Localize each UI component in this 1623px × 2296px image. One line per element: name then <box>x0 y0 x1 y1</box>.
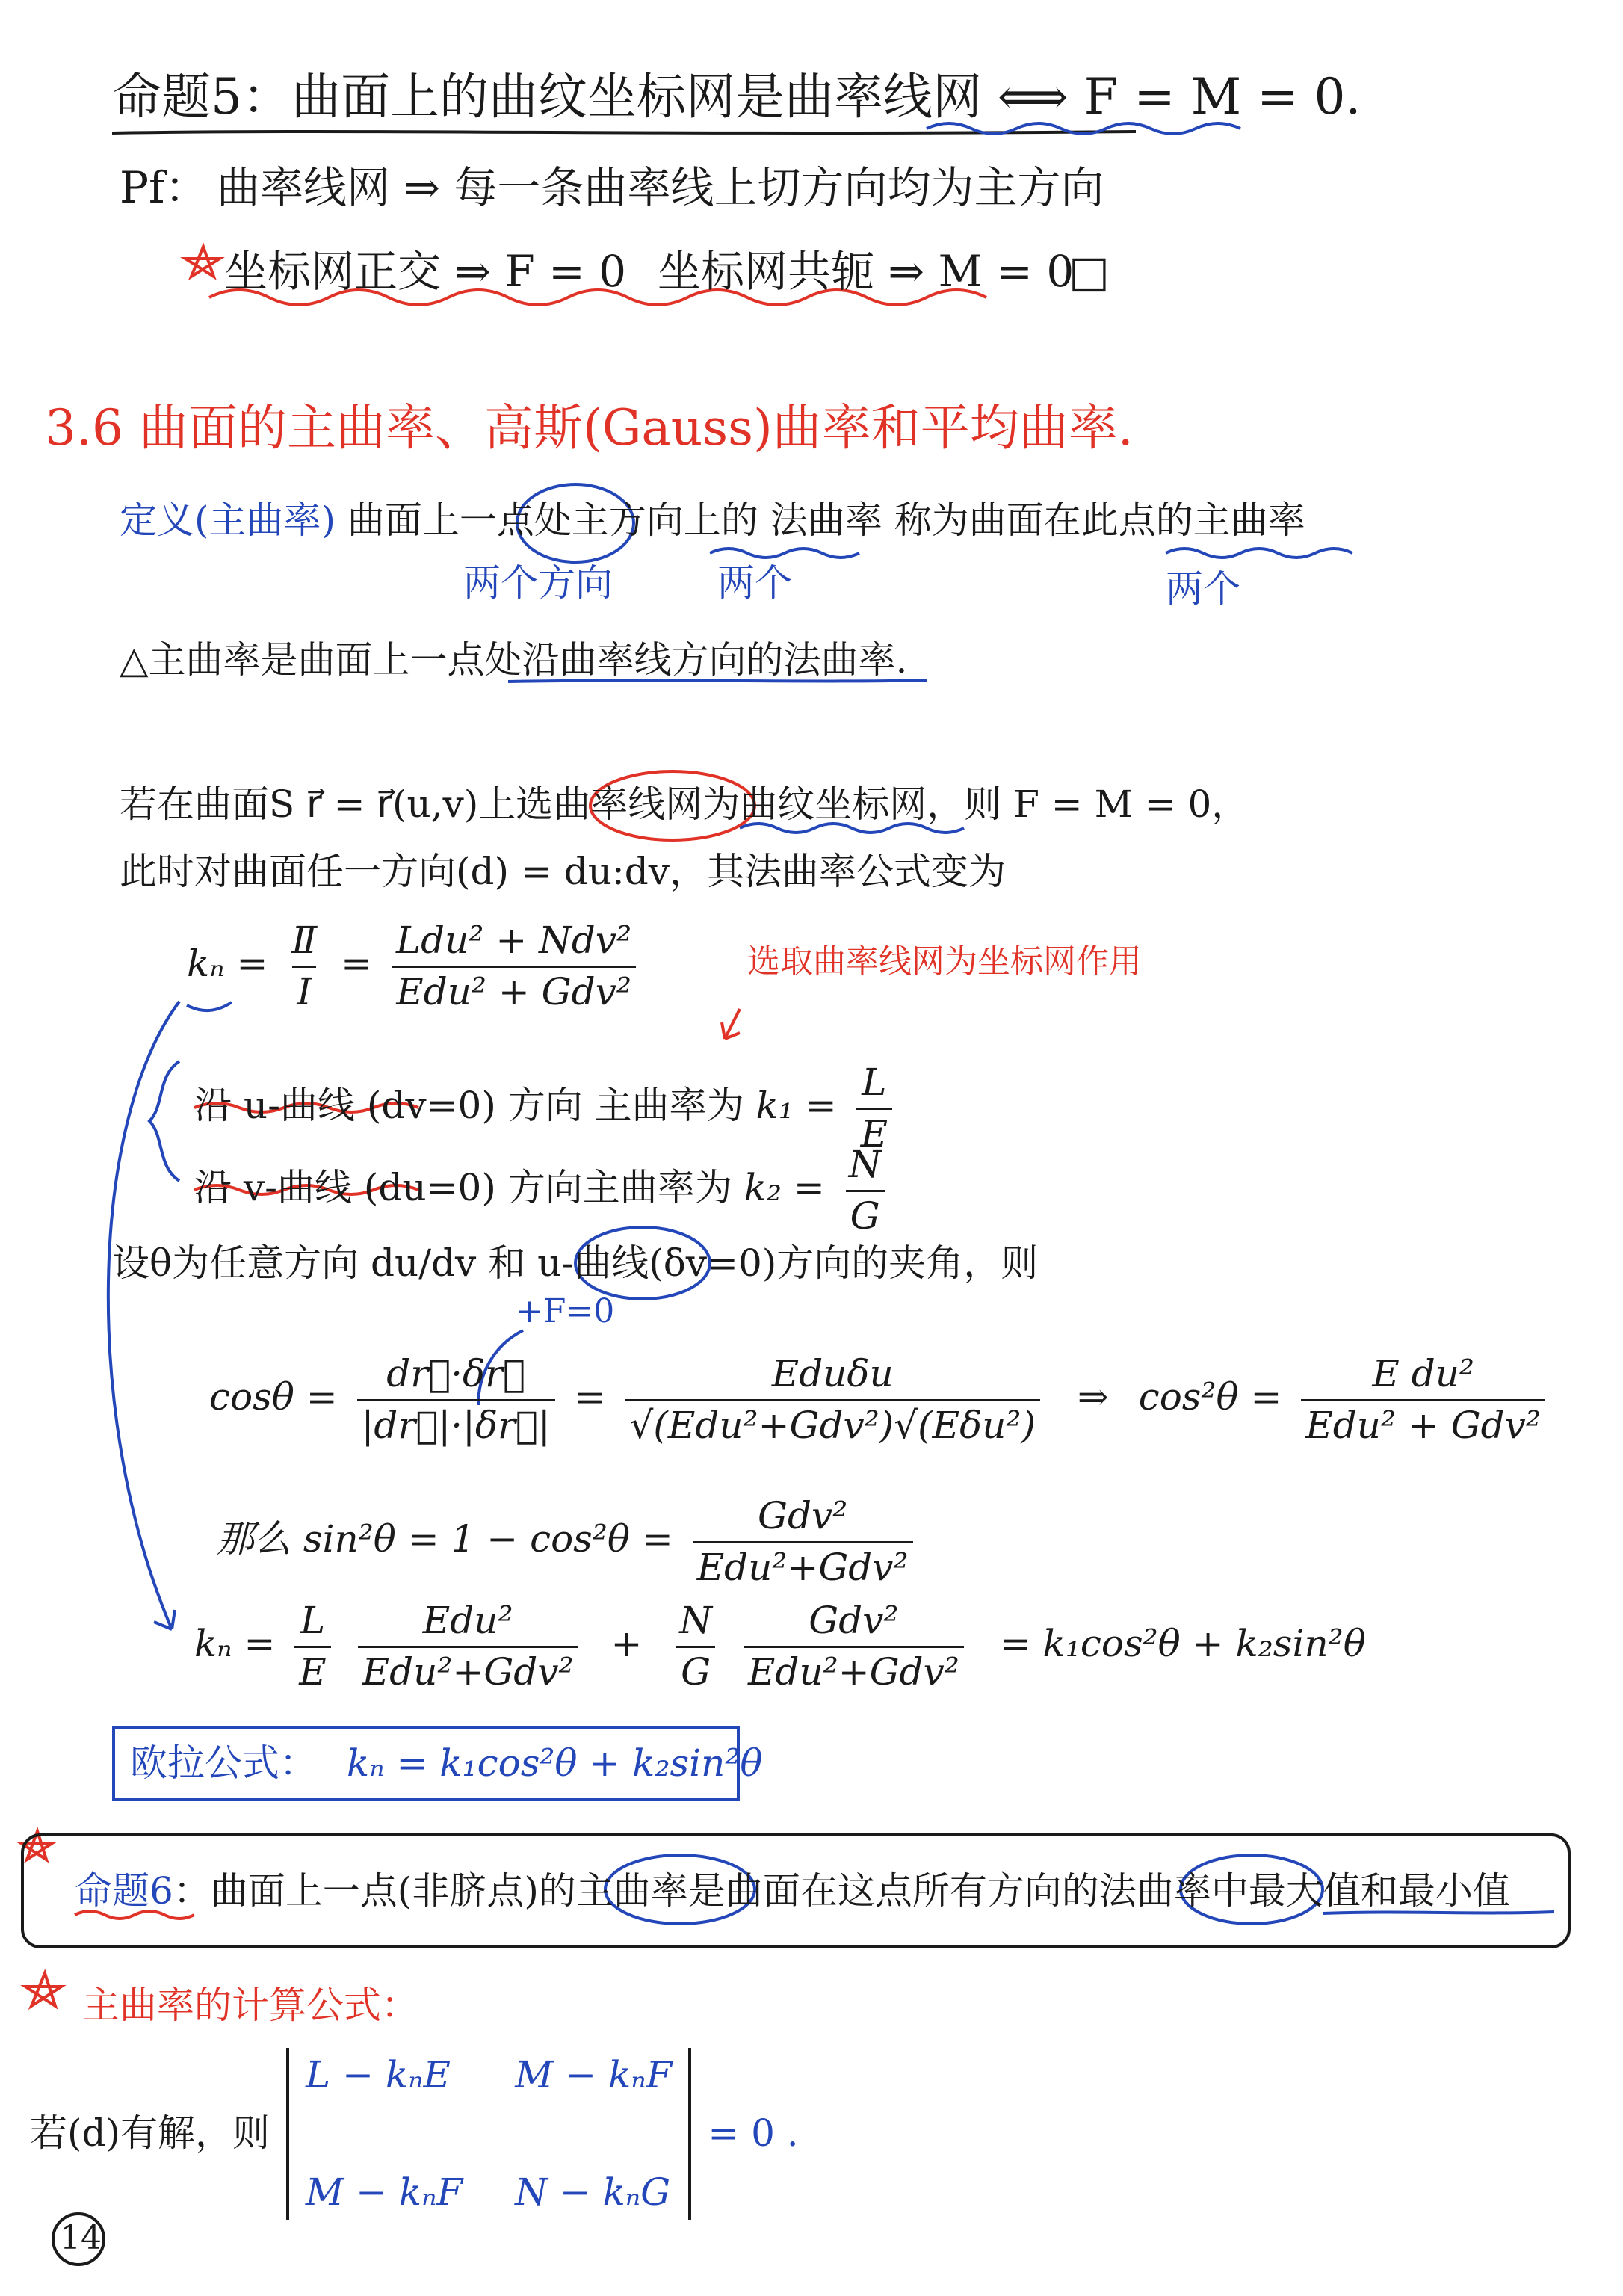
note-two-directions: 两个方向 <box>463 561 613 605</box>
remark-prefix: △主曲率是曲面上一点处 <box>120 638 522 682</box>
numerator: N <box>848 1143 882 1186</box>
prop6-title: 命题6 <box>75 1869 173 1913</box>
fraction <box>358 1599 578 1694</box>
definition-text-c: 称为曲面在此点的 <box>894 499 1193 542</box>
implies-arrow: ⇒ <box>1077 1375 1109 1419</box>
det-matrix <box>306 2054 672 2215</box>
principal-v <box>194 1144 893 1238</box>
coords-line1 <box>120 783 1249 827</box>
definition-line <box>120 499 1305 543</box>
sin-formula <box>217 1495 921 1589</box>
numerator: Edu² <box>422 1599 513 1642</box>
definition-label: 定义(主曲率) <box>120 499 336 542</box>
det-a21: M − kₙF <box>306 2170 463 2214</box>
fraction <box>844 1144 886 1238</box>
denominator: Edu² + Gdv² <box>392 966 636 1014</box>
definition-text-b: 上的 <box>683 499 758 542</box>
denominator: G <box>846 1190 885 1238</box>
kn-lhs: kₙ = <box>187 942 268 985</box>
calc-title: 主曲率的计算公式： <box>82 1984 418 2027</box>
numerator: N <box>679 1599 713 1642</box>
kn-expanded <box>194 1599 1366 1694</box>
cos-formula: cosθ = $\frac{dr⃗\cdot\delta r⃗}{|dr⃗|\cdot|\delta r⃗|}$ = $\frac{\text{Eduδu}}{\text{√(Edu²+Gdv²)√(Eδu²)}}$ ⇒ cos²θ = $\frac{\text{E du²}}{\text{Edu² + Gdv²}}$ <box>209 1353 1553 1447</box>
underline-normal-curvature <box>710 549 859 558</box>
det-a22: N − kₙG <box>515 2170 671 2214</box>
prop6-line <box>75 1870 1510 1913</box>
fraction <box>675 1599 717 1694</box>
denominator: |dr⃗|·|δr⃗| <box>357 1399 555 1448</box>
det-right-bar <box>688 2048 691 2220</box>
pf-conjugate: 坐标网共轭 ⇒ M = 0 <box>658 246 1075 297</box>
numerator: dr⃗·δr⃗ <box>386 1352 526 1395</box>
determinant <box>30 2048 799 2220</box>
fraction <box>392 919 636 1013</box>
denominator: Edu²+Gdv² <box>744 1646 964 1694</box>
principal-u <box>194 1061 900 1155</box>
page-number: 14 <box>60 2219 102 2257</box>
fraction <box>693 1495 913 1589</box>
note-two-b: 两个 <box>1166 567 1240 611</box>
plus-sign: + <box>610 1622 643 1665</box>
denominator: E <box>856 1108 893 1156</box>
numerator: Eduδu <box>771 1352 894 1395</box>
denominator: √(Edu²+Gdv²)√(Eδu²) <box>625 1399 1039 1448</box>
coords-line2: 此时对曲面任一方向(d) = du:dv，其法曲率公式变为 <box>120 850 1007 893</box>
det-suffix: = 0 . <box>708 2111 799 2155</box>
euler-formula: kₙ = k₁cos²θ + k₂sin²θ <box>347 1741 763 1786</box>
definition-text-a: 曲面上一点处 <box>347 499 572 542</box>
red-note: 选取曲率线网为坐标网作用 <box>747 942 1142 981</box>
curved-arrow <box>108 1002 179 1629</box>
k1-lhs: k₁ = <box>755 1084 837 1127</box>
fraction <box>625 1353 1039 1447</box>
euler-box <box>112 1726 763 1801</box>
cos-lhs: cosθ = <box>209 1375 338 1419</box>
coords-line1-b: 为曲纹坐标网，则 F = M = 0， <box>702 783 1249 826</box>
numerator: L <box>300 1599 326 1642</box>
note-arrow-icon <box>722 1009 740 1039</box>
star-icon <box>185 247 220 277</box>
euler-label: 欧拉公式： <box>130 1741 317 1786</box>
det-a12: M − kₙF <box>515 2052 673 2096</box>
principal-u-text: 沿 u-曲线 (dv=0) 方向 主曲率为 <box>194 1084 744 1127</box>
fraction <box>1301 1353 1545 1447</box>
definition-normal-curvature: 法曲率 <box>770 499 882 542</box>
definition-main-direction: 主方向 <box>571 499 684 542</box>
k2-lhs: k₂ = <box>744 1166 825 1209</box>
numerator: Gdv² <box>809 1599 899 1642</box>
determinant-equation <box>30 2048 799 2220</box>
fraction <box>294 1599 331 1694</box>
numerator: Gdv² <box>758 1494 848 1537</box>
qed-mark: □ <box>1069 246 1110 297</box>
det-a11: L − kₙE <box>306 2052 451 2096</box>
brace <box>149 1061 179 1181</box>
note-two-a: 两个 <box>717 561 792 605</box>
remark-underlined: 沿曲率线方向的法曲率 <box>522 638 896 682</box>
numerator: L <box>862 1061 887 1104</box>
prop6-text-c: 中最大值和最小值 <box>1211 1869 1510 1913</box>
numerator: Ldu² + Ndv² <box>395 919 632 962</box>
prop6-text-b: 是曲面在这点所有方向的 <box>687 1869 1099 1913</box>
kn-expanded-rhs: = k₁cos²θ + k₂sin²θ <box>999 1622 1366 1665</box>
pf-orthogonal: 坐标网正交 ⇒ F = 0 <box>224 246 627 297</box>
angle-text: 设θ为任意方向 du/dv 和 u-曲线(δv=0)方向的夹角，则 <box>112 1241 1039 1285</box>
section-title: 3.6 曲面的主曲率、高斯(Gauss)曲率和平均曲率. <box>45 399 1134 457</box>
det-left-bar <box>286 2048 289 2220</box>
principal-v-text: 沿 v-曲线 (du=0) 方向主曲率为 <box>194 1166 732 1209</box>
numerator: Ⅱ <box>291 919 318 962</box>
coords-line1-a: 若在曲面S r⃗ = r⃗(u,v)上选 <box>120 783 554 826</box>
pf-line: 曲率线网 ⇒ 每一条曲率线上切方向均为主方向 <box>217 162 1104 213</box>
angle-note: +F=0 <box>516 1292 615 1330</box>
denominator: Edu²+Gdv² <box>358 1646 578 1694</box>
prop6-text-a: ：曲面上一点(非脐点)的 <box>173 1869 576 1913</box>
det-prefix: 若(d)有解，则 <box>30 2111 270 2155</box>
denominator: G <box>676 1646 715 1694</box>
underline-principal-curvature <box>1166 549 1352 558</box>
remark-line <box>120 639 907 682</box>
denominator: Ⅰ <box>292 966 316 1014</box>
sin-lhs: 那么 sin²θ = 1 − cos²θ = <box>217 1517 673 1561</box>
denominator: E <box>294 1646 331 1694</box>
denominator: Edu²+Gdv² <box>693 1541 913 1590</box>
kn-expanded-lhs: kₙ = <box>194 1622 276 1665</box>
prop6-normal: 法曲率 <box>1098 1869 1211 1913</box>
remark-suffix: . <box>895 638 908 682</box>
prop6-principal: 主曲率 <box>575 1869 688 1913</box>
prop5-title: 命题5：曲面上的曲纹坐标网是曲率线网 ⟺ F = M = 0. <box>112 68 1361 126</box>
fraction <box>357 1353 555 1447</box>
fraction <box>287 919 321 1013</box>
definition-principal-curvature: 主曲率 <box>1193 499 1305 542</box>
star-icon <box>25 1973 61 2006</box>
kn-formula: kₙ = $\frac{\text{Ⅱ}}{\text{Ⅰ}}$ = $\frac{\text{Ldu² + Ndv²}}{\text{Edu² + Gdv²}}$ <box>187 919 643 1013</box>
fraction <box>856 1061 893 1155</box>
cos2-lhs: cos²θ = <box>1138 1375 1282 1419</box>
fraction <box>744 1599 964 1694</box>
denominator: Edu² + Gdv² <box>1301 1399 1545 1448</box>
pf-label: Pf： <box>120 162 208 213</box>
coords-circled: 曲率线网 <box>553 783 703 826</box>
numerator: E du² <box>1372 1352 1474 1395</box>
